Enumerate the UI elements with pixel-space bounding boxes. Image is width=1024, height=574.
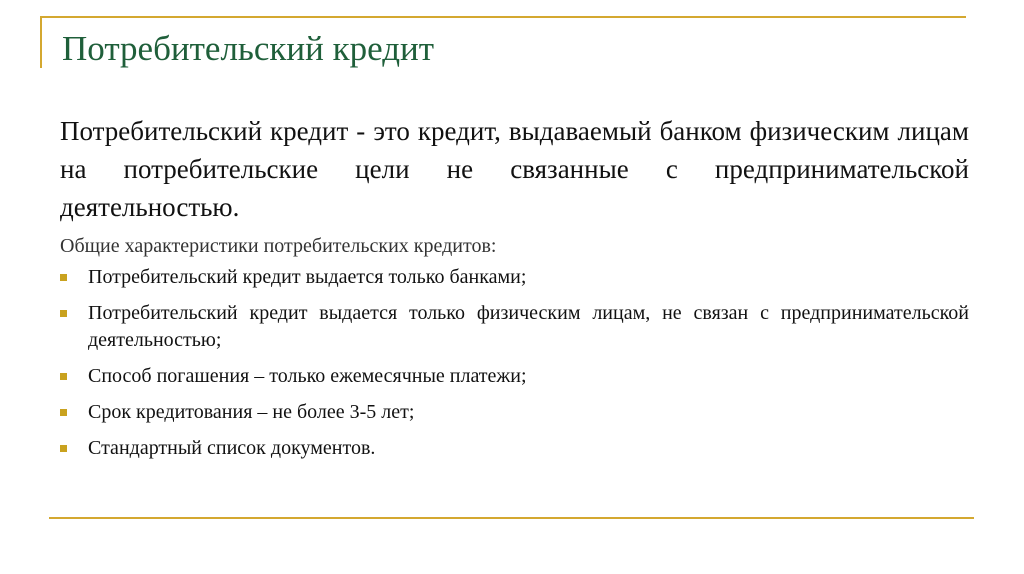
- left-divider: [40, 16, 42, 68]
- list-item-text: Потребительский кредит выдается только банками;: [88, 266, 527, 288]
- list-item-text: Стандартный список документов.: [88, 437, 376, 459]
- top-divider: [40, 16, 966, 18]
- definition-text: Потребительский кредит - это кредит, выдаваемый банком физическим лицам на потребительские цели не связанные с предпринимательской деятельностью.: [60, 116, 969, 222]
- slide-title: Потребительский кредит: [62, 29, 435, 68]
- characteristics-list: [60, 264, 969, 462]
- square-bullet-icon: [60, 373, 67, 380]
- square-bullet-icon: [60, 274, 67, 281]
- list-item: [60, 399, 969, 426]
- slide-body: [60, 112, 969, 471]
- list-item-text: Способ погашения – только ежемесячные платежи;: [88, 365, 527, 387]
- list-item: [60, 363, 969, 390]
- list-item: [60, 435, 969, 462]
- square-bullet-icon: [60, 445, 67, 452]
- characteristics-heading: Общие характеристики потребительских кредитов:: [60, 235, 497, 257]
- list-item: [60, 264, 969, 291]
- list-item-text: Потребительский кредит выдается только физическим лицам, не связан с предпринимательской деятельностью;: [88, 302, 969, 351]
- list-item-text: Срок кредитования – не более 3-5 лет;: [88, 401, 415, 423]
- bottom-divider: [49, 517, 974, 519]
- square-bullet-icon: [60, 409, 67, 416]
- square-bullet-icon: [60, 310, 67, 317]
- list-item: [60, 300, 969, 354]
